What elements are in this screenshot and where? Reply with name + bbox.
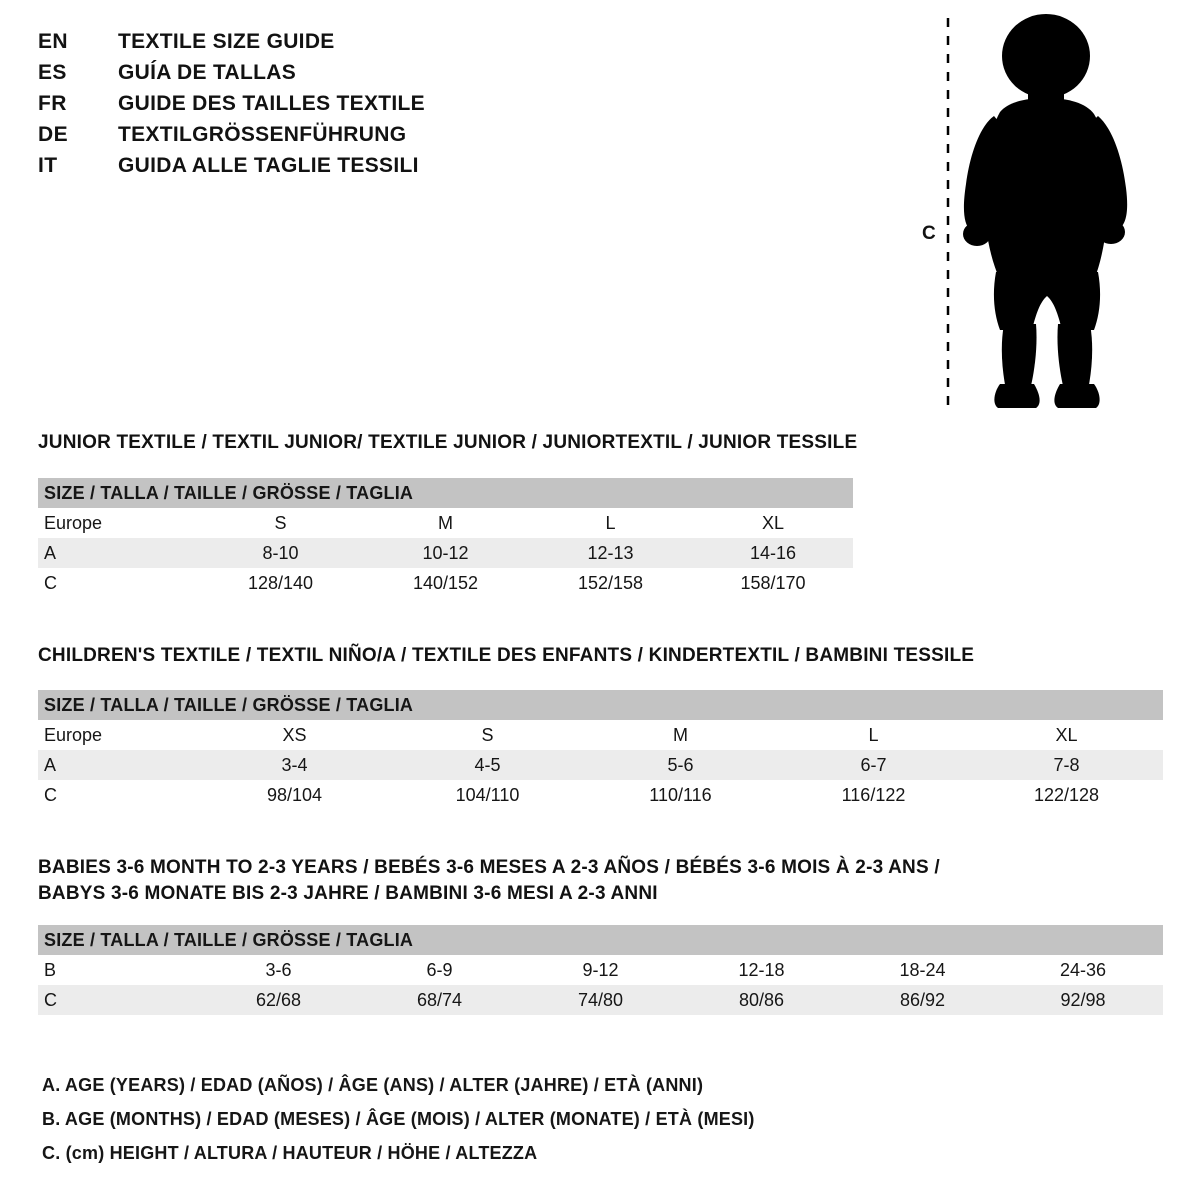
language-title-block — [38, 30, 638, 185]
junior-size-table — [38, 478, 853, 598]
junior-section-title: JUNIOR TEXTILE / TEXTIL JUNIOR/ TEXTILE JUNIOR / JUNIORTEXTIL / JUNIOR TESSILE — [38, 432, 858, 453]
cell: 86/92 — [842, 985, 1003, 1015]
legend-line-b: B. AGE (MONTHS) / EDAD (MESES) / ÂGE (MOIS) / ALTER (MONATE) / ETÀ (MESI) — [42, 1109, 755, 1129]
table-row — [38, 720, 1163, 750]
legend-line-a: A. AGE (YEARS) / EDAD (AÑOS) / ÂGE (ANS) / ALTER (JAHRE) / ETÀ (ANNI) — [42, 1075, 704, 1095]
language-code: FR — [38, 92, 67, 115]
cell: 12-18 — [681, 955, 842, 985]
language-title: GUÍA DE TALLAS — [118, 61, 297, 84]
cell: 7-8 — [970, 750, 1163, 780]
cell: 14-16 — [693, 538, 853, 568]
language-code: DE — [38, 123, 68, 146]
language-row — [38, 61, 638, 92]
cell: 12-13 — [528, 538, 693, 568]
cell: 6-9 — [359, 955, 520, 985]
table-row — [38, 538, 853, 568]
cell: 140/152 — [363, 568, 528, 598]
cell: 80/86 — [681, 985, 842, 1015]
cell: 104/110 — [391, 780, 584, 810]
cell: 128/140 — [198, 568, 363, 598]
cell: 98/104 — [198, 780, 391, 810]
language-row — [38, 123, 638, 154]
cell: 68/74 — [359, 985, 520, 1015]
cell: L — [777, 720, 970, 750]
row-label: B — [38, 955, 198, 985]
row-label: C — [38, 568, 198, 598]
height-measure-label: C — [922, 223, 936, 244]
language-title: TEXTILE SIZE GUIDE — [118, 30, 335, 53]
cell: XL — [970, 720, 1163, 750]
cell: 92/98 — [1003, 985, 1163, 1015]
cell: 122/128 — [970, 780, 1163, 810]
language-code: EN — [38, 30, 68, 53]
table-header-bar — [38, 925, 1163, 955]
cell: S — [198, 508, 363, 538]
row-label: C — [38, 780, 198, 810]
children-size-table — [38, 690, 1163, 810]
table-row — [38, 985, 1163, 1015]
cell: XL — [693, 508, 853, 538]
row-label: Europe — [38, 720, 198, 750]
table-row — [38, 568, 853, 598]
language-code: ES — [38, 61, 67, 84]
row-label: A — [38, 750, 198, 780]
children-section-title: CHILDREN'S TEXTILE / TEXTIL NIÑO/A / TEXTILE DES ENFANTS / KINDERTEXTIL / BAMBINI TESSILE — [38, 645, 975, 666]
language-title: GUIDE DES TAILLES TEXTILE — [118, 92, 425, 115]
babies-section-title — [38, 855, 1038, 906]
babies-title-line-2: BABYS 3-6 MONATE BIS 2-3 JAHRE / BAMBINI 3-6 MESI A 2-3 ANNI — [38, 882, 658, 904]
language-row — [38, 154, 638, 185]
legend-line-c: C. (cm) HEIGHT / ALTURA / HAUTEUR / HÖHE / ALTEZZA — [42, 1143, 538, 1163]
legend-block — [42, 1068, 1042, 1170]
table-header-bar — [38, 690, 1163, 720]
row-label: C — [38, 985, 198, 1015]
cell: 110/116 — [584, 780, 777, 810]
language-title: GUIDA ALLE TAGLIE TESSILI — [118, 154, 419, 177]
babies-title-line-1: BABIES 3-6 MONTH TO 2-3 YEARS / BEBÉS 3-6 MESES A 2-3 AÑOS / BÉBÉS 3-6 MOIS À 2-3 ANS / — [38, 857, 940, 878]
cell: S — [391, 720, 584, 750]
cell: 24-36 — [1003, 955, 1163, 985]
cell: L — [528, 508, 693, 538]
cell: 4-5 — [391, 750, 584, 780]
cell: 5-6 — [584, 750, 777, 780]
cell: 152/158 — [528, 568, 693, 598]
row-label: A — [38, 538, 198, 568]
cell: 10-12 — [363, 538, 528, 568]
cell: 158/170 — [693, 568, 853, 598]
table-header-bar — [38, 478, 853, 508]
table-row — [38, 508, 853, 538]
cell: 74/80 — [520, 985, 681, 1015]
cell: 6-7 — [777, 750, 970, 780]
row-label: Europe — [38, 508, 198, 538]
junior-header-label: SIZE / TALLA / TAILLE / GRÖSSE / TAGLIA — [38, 478, 853, 508]
babies-size-table — [38, 925, 1163, 1015]
child-silhouette-icon — [922, 8, 1162, 423]
language-row — [38, 92, 638, 123]
cell: M — [584, 720, 777, 750]
cell: 3-4 — [198, 750, 391, 780]
language-code: IT — [38, 154, 58, 177]
table-row — [38, 955, 1163, 985]
table-row — [38, 750, 1163, 780]
children-header-label: SIZE / TALLA / TAILLE / GRÖSSE / TAGLIA — [38, 690, 1163, 720]
babies-header-label: SIZE / TALLA / TAILLE / GRÖSSE / TAGLIA — [38, 925, 1163, 955]
cell: 8-10 — [198, 538, 363, 568]
language-title: TEXTILGRÖSSENFÜHRUNG — [118, 123, 407, 146]
cell: XS — [198, 720, 391, 750]
cell: 116/122 — [777, 780, 970, 810]
language-row — [38, 30, 638, 61]
table-row — [38, 780, 1163, 810]
cell: 9-12 — [520, 955, 681, 985]
child-figure — [922, 8, 1162, 423]
cell: 18-24 — [842, 955, 1003, 985]
cell: 3-6 — [198, 955, 359, 985]
cell: M — [363, 508, 528, 538]
cell: 62/68 — [198, 985, 359, 1015]
